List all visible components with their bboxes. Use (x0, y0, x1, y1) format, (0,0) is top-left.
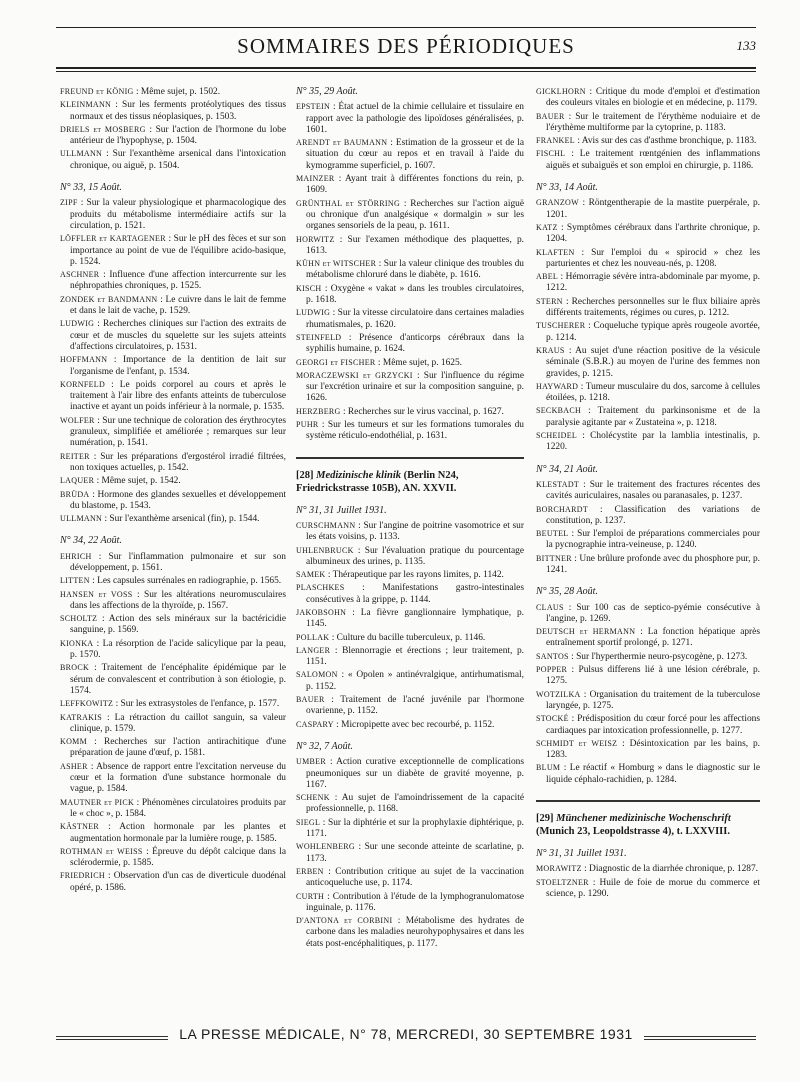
entry-author: HORWITZ (296, 234, 335, 244)
summary-entry (536, 479, 760, 503)
summary-entry (60, 513, 286, 525)
summary-entry (60, 354, 286, 378)
summary-entry (60, 148, 286, 172)
summary-entry (296, 307, 524, 331)
summary-entry (296, 719, 524, 731)
entry-author: SECKBACH (536, 406, 582, 416)
summary-entry (536, 626, 760, 650)
entry-author: GRÜNTHAL et STÖRRING (296, 198, 401, 208)
entry-text: : Sur l'angine de poitrine vasomotrice et sur les états voisins, p. 1133. (306, 520, 524, 543)
entry-author: STERN (536, 296, 563, 306)
summary-entry (60, 662, 286, 697)
summary-entry (536, 528, 760, 552)
summary-entry (60, 712, 286, 736)
entry-author: DEUTSCH et HERMANN (536, 627, 636, 637)
entry-author: KISCH (296, 283, 322, 293)
summary-entry (536, 713, 760, 737)
entry-text: : « Opolen » antinévralgique, antirhumatismal, p. 1152. (306, 670, 524, 692)
entry-author: KIONKA (60, 638, 94, 648)
journal-name: Münchener medizinische Wochenschrift (556, 813, 731, 825)
journal-number: [28] (296, 469, 314, 481)
entry-text: : Tumeur musculaire du dos, sarcome à cellules étoilées, p. 1218. (546, 381, 760, 404)
summary-entry (60, 318, 286, 353)
entry-author: D'ANTONA et CORBINI (296, 916, 393, 926)
entry-author: GICKLHORN (536, 87, 586, 96)
entry-text: : Sur la diphtérie et sur la prophylaxie diphtérique, p. 1171. (306, 817, 524, 840)
entry-text: : Sur les tumeurs et sur les formations tumorales du système réticulo-endothélial, p. 1631. (306, 420, 524, 442)
entry-author: HERZBERG (296, 406, 341, 416)
issue-heading: N° 31, 31 Juillet 1931. (536, 848, 627, 860)
entry-author: SCHOLTZ (60, 614, 98, 624)
entry-text: : Le réactif « Homburg » dans le diagnostic sur le liquide céphalo-rachidien, p. 1284. (546, 763, 760, 785)
entry-text: : Symptômes cérébraux dans l'arthrite chronique, p. 1204. (546, 222, 760, 245)
entry-text: : Présence d'anticorps cérébraux dans la syphilis humaine, p. 1624. (306, 332, 524, 355)
summary-entry (536, 271, 760, 295)
entry-author: SCHMIDT et WEISZ (536, 738, 618, 748)
entry-author: EHRICH (60, 551, 92, 561)
entry-author: FRIEDRICH (60, 871, 105, 881)
entry-author: FREUND et KÖNIG (60, 87, 134, 96)
summary-entry (296, 173, 524, 197)
summary-entry (60, 99, 286, 123)
entry-author: SANTOS (536, 651, 569, 661)
summary-entry (536, 863, 760, 875)
entry-author: BAUER (296, 695, 325, 705)
column-right (536, 86, 760, 901)
entry-text: : Röntgentherapie de la mastite puerpérale, p. 1201. (546, 198, 760, 220)
summary-entry (60, 489, 286, 513)
summary-entry (536, 197, 760, 221)
entry-author: MAUTNER et PICK (60, 797, 135, 807)
summary-entry (60, 233, 286, 268)
entry-author: HANSEN et VOSS (60, 589, 133, 599)
page-header (56, 30, 756, 64)
entry-author: CURSCHMANN (296, 520, 356, 530)
journal-heading (536, 812, 760, 838)
entry-text: : Les capsules surrénales en radiographie, p. 1565. (89, 576, 282, 587)
entry-text: : Contribution critique au sujet de la vaccination anticoqueluche use, p. 1174. (306, 866, 524, 889)
issue-heading: N° 34, 21 Août. (536, 463, 598, 475)
entry-text: : Une brûlure profonde avec du phosphore pur, p. 1241. (546, 553, 760, 575)
entry-text: : Recherches sur l'action aiguë ou chronique d'un analgésique « dormalgin » sur les organes sensoriels de la peau, p. 1611. (306, 198, 524, 232)
summary-entry (60, 736, 286, 760)
summary-entry (60, 589, 286, 613)
entry-author: STOELTZNER (536, 877, 589, 887)
entry-author: ASCHNER (60, 270, 100, 280)
entry-author: POPPER (536, 665, 568, 675)
entry-text: : Sur l'hyperthermie neuro-psycogène, p. 1273. (568, 651, 748, 662)
entry-author: UMBER (296, 757, 326, 767)
entry-text: : Sur les extrasystoles de l'enfance, p. 1577. (113, 699, 280, 710)
entry-text: : Micropipette avec bec recourbé, p. 1152. (333, 719, 495, 730)
entry-author: EPSTEIN (296, 102, 331, 112)
entry-author: MORACZEWSKI et GRZYCKI (296, 370, 413, 380)
summary-entry (296, 645, 524, 669)
summary-entry (296, 841, 524, 865)
journal-name: Medizinische klinik (316, 469, 402, 481)
entry-author: SIEGL (296, 817, 321, 827)
entry-text: : État actuel de la chimie cellulaire et tissulaire en rapport avec la pathologie des lipoïdoses généralisées, p. 1601. (306, 102, 524, 135)
entry-author: KATZ (536, 222, 558, 232)
summary-entry (296, 419, 524, 443)
entry-text: : Huile de foie de morue du commerce et science, p. 1290. (546, 877, 760, 899)
entry-text: : Ayant trait à différentes fonctions du rein, p. 1609. (306, 174, 524, 196)
entry-author: HOFFMANN (60, 355, 108, 365)
summary-entry (536, 689, 760, 713)
footer-text: LA PRESSE MÉDICALE, N° 78, MERCREDI, 30 SEPTEMBRE 1931 (168, 1026, 644, 1042)
summary-entry (296, 101, 524, 136)
entry-author: PUHR (296, 420, 319, 430)
summary-entry (296, 520, 524, 544)
issue-heading: N° 35, 29 Août. (296, 86, 358, 97)
summary-entry (60, 797, 286, 821)
entry-text: : Contribution à l'étude de la lymphogranulomatose inguinale, p. 1176. (306, 891, 524, 913)
entry-text: : Sur les altérations neuromusculaires dans les affections de la thyroïde, p. 1567. (70, 589, 286, 611)
entry-author: STEINFELD (296, 332, 342, 342)
entry-text: : Cholécystite par la lamblia intestinalis, p. 1220. (546, 431, 760, 453)
entry-text: : Importance de la dentition de lait sur l'organisme de l'enfant, p. 1534. (70, 355, 286, 377)
entry-author: ULLMANN (60, 149, 103, 159)
entry-text: : Recherches cliniques sur l'action des extraits de cœur et de muscles du squelette sur les sujets atteints d'affections circulatoires, p. 1531. (70, 319, 286, 352)
summary-entry (296, 607, 524, 631)
journal-address: (Berlin N24, Friedrickstrasse 105B), AN. XXVII. (296, 469, 459, 494)
summary-entry (296, 582, 524, 606)
entry-text: : Culture du bacille tuberculeux, p. 1146. (329, 632, 486, 643)
entry-text: : Sur l'action de l'hormone du lobe antérieur de l'hypophyse, p. 1504. (70, 124, 286, 147)
summary-entry (60, 551, 286, 575)
summary-entry (60, 870, 286, 894)
entry-author: WOHLENBERG (296, 842, 355, 852)
entry-author: MAINZER (296, 174, 335, 184)
entry-author: MORAWITZ (536, 864, 582, 874)
issue-heading: N° 34, 22 Août. (60, 535, 122, 547)
summary-entry (536, 602, 760, 626)
entry-text: : Sur la valeur clinique des troubles du métabolisme chloruré dans le diabète, p. 1616. (306, 259, 524, 281)
entry-author: KATRAKIS (60, 712, 102, 722)
entry-text: : Hémorragie sévère intra-abdominale par myome, p. 1212. (546, 272, 760, 294)
entry-text: : Sur l'évaluation pratique du pourcentage albumineux des urines, p. 1135. (306, 545, 524, 567)
entry-text: : Prédisposition du cœur forcé pour les affections cardiaques par intoxication professionnelle, p. 1277. (546, 714, 760, 736)
entry-author: KORNFELD (60, 379, 106, 389)
summary-entry (60, 197, 286, 232)
entry-author: BORCHARDT (536, 504, 589, 514)
entry-author: PLASCHKES (296, 583, 345, 593)
entry-author: STOCKÉ (536, 714, 569, 724)
summary-entry (60, 86, 286, 98)
entry-author: BLUM (536, 763, 561, 773)
issue-heading: N° 32, 7 Août. (296, 740, 353, 752)
summary-entry (296, 545, 524, 569)
entry-text: : Diagnostic de la diarrhée chronique, p. 1287. (581, 864, 759, 875)
entry-author: LUDWIG (60, 319, 95, 329)
entry-author: WOLFER (60, 415, 95, 425)
summary-entry (60, 124, 286, 148)
summary-entry (296, 406, 524, 418)
entry-author: UHLENBRUCK (296, 545, 354, 555)
entry-author: ASHER (60, 761, 88, 771)
entry-text: : Sur l'inflammation pulmonaire et sur son développement, p. 1561. (70, 551, 286, 573)
summary-entry (60, 821, 286, 845)
entry-author: CURTH (296, 891, 325, 901)
entry-text: : Le cuivre dans le lait de femme et dans le lait de vache, p. 1529. (70, 294, 287, 317)
summary-entry (296, 332, 524, 356)
entry-text: : Sur l'exanthème arsenical dans l'intoxication chronique, ou aiguë, p. 1504. (70, 149, 286, 171)
entry-text: : Organisation du traitement de la tuberculose laryngée, p. 1275. (546, 689, 760, 711)
entry-author: ARENDT et BAUMANN (296, 138, 388, 148)
summary-entry (296, 198, 524, 233)
entry-text: : Pulsus differens lié à une lésion cérébrale, p. 1275. (546, 665, 760, 687)
entry-text: : Le poids corporel au cours et après le traitement à l'air libre des enfants atteints de tuberculose inactive et ayant un poids inférieur à la normale, p. 1535. (70, 379, 286, 413)
entry-text: : La rétraction du caillot sanguin, sa valeur clinique, p. 1579. (70, 712, 286, 734)
entry-author: BAUER (536, 111, 565, 121)
entry-text: : Sur la valeur physiologique et pharmacologique des produits du métabolisme intermédiaire actifs sur la circulation, p. 1521. (70, 198, 286, 231)
entry-author: CASPARY (296, 719, 334, 729)
entry-author: KOMM (60, 737, 87, 747)
entry-author: DRIELS et MOSBERG (60, 124, 146, 134)
entry-text: : Thérapeutique par les rayons limites, p. 1142. (325, 570, 504, 581)
entry-text: : Sur le traitement des fractures récentes des cavités auriculaires, nasales ou paranasales, p. 1237. (546, 479, 760, 502)
entry-author: TUSCHERER (536, 321, 586, 331)
entry-text: : Désintoxication par les bains, p. 1283. (546, 738, 760, 761)
entry-author: GEORGI et FISCHER (296, 357, 376, 367)
summary-entry (60, 698, 286, 710)
entry-author: KLAFTEN (536, 247, 575, 257)
entry-text: : Estimation de la grosseur et de la situation du cœur au repos et en travail à l'aide du kymogramme superficiel, p. 1607. (306, 138, 524, 171)
section-divider (536, 800, 760, 802)
entry-author: SAMEK (296, 570, 326, 580)
summary-entry (536, 504, 760, 528)
summary-entry (296, 370, 524, 405)
entry-text: : Sur une technique de coloration des érythrocytes granuleux, simplifiée et améliorée ; remarques sur leur numération, p. 1541. (70, 415, 286, 449)
summary-entry (536, 651, 760, 663)
summary-entry (60, 846, 286, 870)
entry-text: : Sur le traitement de l'érythème noduiaire et de l'érythème multiforme par la cytoprine, p. 1183. (546, 111, 760, 133)
issue-heading: N° 33, 14 Août. (536, 182, 598, 194)
entry-author: LAQUER (60, 476, 95, 486)
entry-author: LANGER (296, 645, 331, 655)
entry-text: : La fièvre ganglionnaire lymphatique, p. 1145. (306, 607, 524, 630)
entry-text: : Action des sels minéraux sur la bactéricidie sanguine, p. 1569. (70, 614, 286, 636)
entry-author: FRANKEL (536, 136, 575, 146)
entry-author: HAYWARD (536, 381, 579, 391)
entry-text: : Même sujet, p. 1625. (375, 357, 463, 368)
entry-author: LEFFKOWITZ (60, 699, 114, 709)
entry-text: : Action hormonale par les plantes et augmentation hormonale par la lumière rouge, p. 1585. (70, 822, 286, 844)
summary-entry (536, 553, 760, 577)
entry-author: GRANZOW (536, 198, 579, 208)
summary-entry (296, 137, 524, 172)
entry-author: KÄSTNER (60, 822, 99, 832)
page-number: 133 (736, 38, 756, 53)
entry-author: LITTEN (60, 576, 90, 586)
summary-entry (536, 345, 760, 380)
summary-entry (536, 320, 760, 344)
entry-text: : Action curative exceptionnelle de complications pneumoniques sur un diabète de gravité moyenne, p. 1167. (306, 757, 524, 790)
summary-entry (296, 756, 524, 791)
entry-author: KÜHN et WITSCHER (296, 259, 377, 269)
entry-text: : Recherches sur le virus vaccinal, p. 1627. (340, 406, 504, 417)
summary-entry (296, 817, 524, 841)
issue-heading: N° 31, 31 Juillet 1931. (296, 504, 387, 516)
summary-entry (536, 664, 760, 688)
summary-entry (296, 866, 524, 890)
footer-rule-right (636, 1036, 756, 1040)
entry-author: REITER (60, 451, 90, 461)
entry-author: BITTNER (536, 553, 572, 563)
issue-heading: N° 35, 28 Août. (536, 586, 598, 598)
entry-author: CLAUS (536, 602, 564, 612)
summary-entry (536, 430, 760, 454)
summary-entry (60, 451, 286, 475)
entry-author: BEUTEL (536, 529, 569, 539)
entry-author: SALOMON (296, 670, 338, 680)
issue-heading: N° 33, 15 Août. (60, 182, 122, 194)
entry-text: : Hormone des glandes sexuelles et développement du blastome, p. 1543. (70, 489, 286, 511)
entry-text: : Même sujet, p. 1542. (94, 476, 181, 487)
summary-entry (296, 258, 524, 282)
entry-text: : Critique du mode d'emploi et d'estimation des couleurs vitales en biologie et en médecine, p. 1179. (546, 87, 760, 109)
entry-author: FISCHL (536, 149, 566, 159)
entry-author: ZIPF (60, 198, 78, 208)
header-rule-thin (56, 71, 756, 72)
summary-entry (296, 357, 524, 369)
entry-text: : Sur les ferments protéolytiques des tissus normaux et des tissus néoplasiques, p. 1503. (70, 100, 286, 122)
entry-author: KLEINMANN (60, 100, 112, 110)
entry-text: : Même sujet, p. 1502. (133, 87, 221, 97)
footer-rule-left (56, 1036, 176, 1040)
journal-address: (Munich 23, Leopoldstrasse 4), t. LXXVIII. (536, 826, 730, 838)
entry-text: : Oxygène « vakat » dans les troubles circulatoires, p. 1618. (306, 283, 524, 306)
entry-author: SCHENK (296, 793, 330, 803)
entry-author: POLLAK (296, 632, 330, 642)
summary-entry (60, 415, 286, 450)
summary-entry (60, 761, 286, 796)
entry-text: : Sur 100 cas de septico-pyémie consécutive à l'angine, p. 1269. (546, 602, 760, 624)
entry-text: : Avis sur des cas d'asthme bronchique, p. 1183. (575, 136, 757, 147)
entry-author: LUDWIG (296, 308, 331, 318)
entry-author: ROTHMAN et WEISS (60, 846, 143, 856)
summary-entry (60, 638, 286, 662)
summary-entry (536, 135, 760, 147)
entry-author: ERBEN (296, 866, 324, 876)
entry-author: BROCK (60, 663, 90, 673)
summary-entry (536, 247, 760, 271)
summary-entry (296, 694, 524, 718)
entry-text: : Sur l'emploi du « spirocid » chez les parturientes et chez les nouveau-nés, p. 1208. (546, 247, 760, 269)
entry-text: : Traitement de l'encéphalite épidémique par le sérum de convalescent et contribution à son étiologie, p. 1574. (70, 663, 286, 696)
top-rule (56, 27, 756, 28)
column-middle (296, 86, 524, 951)
entry-text: : Épreuve du dépôt calcique dans la sclérodermie, p. 1585. (70, 846, 286, 869)
summary-entry (296, 283, 524, 307)
entry-text: : Au sujet d'une réaction positive de la vésicule séminale (S.B.R.) au moyen de l'urine des femmes non gravides, p. 1215. (546, 345, 760, 379)
summary-entry (536, 222, 760, 246)
entry-text: : La fonction hépatique après entraînement sportif prolongé, p. 1271. (546, 627, 760, 649)
summary-entry (60, 269, 286, 293)
column-left (60, 86, 286, 895)
entry-text: : Le traitement rœntgénien des inflammations aiguës et subaiguës et son emploi en chirurgie, p. 1186. (546, 149, 760, 171)
entry-text: : Sur l'influence du régime sur l'excrétion urinaire et sur la composition sanguine, p. 1626. (306, 370, 524, 404)
entry-text: : La résorption de l'acide salicylique par la peau, p. 1570. (70, 638, 286, 661)
summary-entry (536, 296, 760, 320)
entry-author: WOTZILKA (536, 689, 581, 699)
page-title: SOMMAIRES DES PÉRIODIQUES (237, 34, 575, 58)
journal-heading (296, 469, 524, 495)
entry-text: : Influence d'une affection intercurrente sur les néphropathies chroniques, p. 1525. (70, 270, 286, 292)
entry-text: : Coqueluche typique après rougeole avortée, p. 1214. (546, 321, 760, 343)
entry-text: : Absence de rapport entre l'excitation nerveuse du cœur et la formation d'une substance hormonale du vague, p. 1584. (70, 761, 286, 795)
entry-author: JAKOBSOHN (296, 607, 347, 617)
entry-text: : Observation d'un cas de diverticule duodénal opéré, p. 1586. (70, 871, 286, 893)
summary-entry (60, 294, 286, 318)
summary-entry (296, 234, 524, 258)
summary-entry (296, 792, 524, 816)
summary-entry (60, 475, 286, 487)
entry-text: : Classification des variations de constitution, p. 1237. (546, 504, 760, 526)
entry-text: : Sur l'exanthème arsenical (fin), p. 1544. (102, 514, 260, 525)
entry-text: : Traitement du parkinsonisme et de la paralysie agitante par « Zustateina », p. 1218. (546, 406, 760, 428)
summary-entry (536, 86, 760, 110)
journal-number: [29] (536, 813, 554, 825)
entry-author: LÖFFLER et KARTAGENER (60, 234, 166, 244)
entry-text: : Sur la vitesse circulatoire dans certaines maladies rhumatismales, p. 1620. (306, 308, 524, 330)
entry-text: : Au sujet de l'amoindrissement de la capacité professionnelle, p. 1168. (306, 793, 524, 815)
entry-author: ZONDEK et BANDMANN (60, 294, 158, 304)
entry-text: : Blennorragie et érections ; leur traitement, p. 1151. (306, 645, 524, 668)
summary-entry (296, 669, 524, 693)
entry-text: : Traitement de l'acné juvénile par l'hormone ovarienne, p. 1152. (306, 695, 524, 717)
section-divider (296, 457, 524, 459)
entry-text: : Recherches sur l'action antirachitique d'une préparation de jaune d'œuf, p. 1581. (70, 737, 286, 759)
summary-entry (536, 762, 760, 786)
summary-entry (536, 381, 760, 405)
entry-text: : Sur une seconde atteinte de scarlatine, p. 1173. (306, 842, 524, 864)
page-footer (56, 1026, 756, 1048)
entry-text: : Recherches personnelles sur le flux biliaire après différents traitements, régimes ou cures, p. 1212. (546, 296, 760, 319)
summary-entry (60, 575, 286, 587)
entry-author: KLESTADT (536, 479, 580, 489)
header-rule (56, 67, 756, 69)
entry-text: : Phénomènes circulatoires produits par le « choc », p. 1584. (70, 797, 286, 819)
entry-author: KRAUS (536, 345, 565, 355)
entry-author: ABEL (536, 272, 559, 282)
entry-text: : Sur le pH des fèces et sur son importance au point de vue de l'équilibre acido-basique, p. 1524. (70, 234, 286, 267)
summary-entry (536, 111, 760, 135)
entry-text: : Sur l'emploi de préparations commerciales pour la pycnographie intra-veineuse, p. 1240. (546, 529, 760, 551)
entry-author: BRÜDA (60, 489, 90, 499)
summary-entry (536, 738, 760, 762)
summary-entry (60, 613, 286, 637)
summary-entry (296, 632, 524, 644)
entry-author: SCHEIDEL (536, 431, 578, 441)
summary-entry (296, 915, 524, 950)
entry-text: : Métabolisme des hydrates de carbone dans les maladies neurohypophysaires et dans les états post-encéphalitiques, p. 1177. (306, 916, 525, 949)
summary-entry (536, 405, 760, 429)
summary-entry (60, 379, 286, 414)
summary-entry (296, 891, 524, 915)
entry-text: : Manifestations gastro-intestinales consécutives à la grippe, p. 1144. (306, 583, 524, 605)
summary-entry (536, 877, 760, 901)
entry-text: : Sur l'examen méthodique des plaquettes, p. 1613. (306, 234, 524, 256)
entry-author: ULLMANN (60, 514, 103, 524)
summary-entry (296, 569, 524, 581)
entry-text: : Sur les préparations d'ergostérol irradié filtrées, non toxiques actuelles, p. 1542. (70, 451, 286, 473)
summary-entry (536, 148, 760, 172)
